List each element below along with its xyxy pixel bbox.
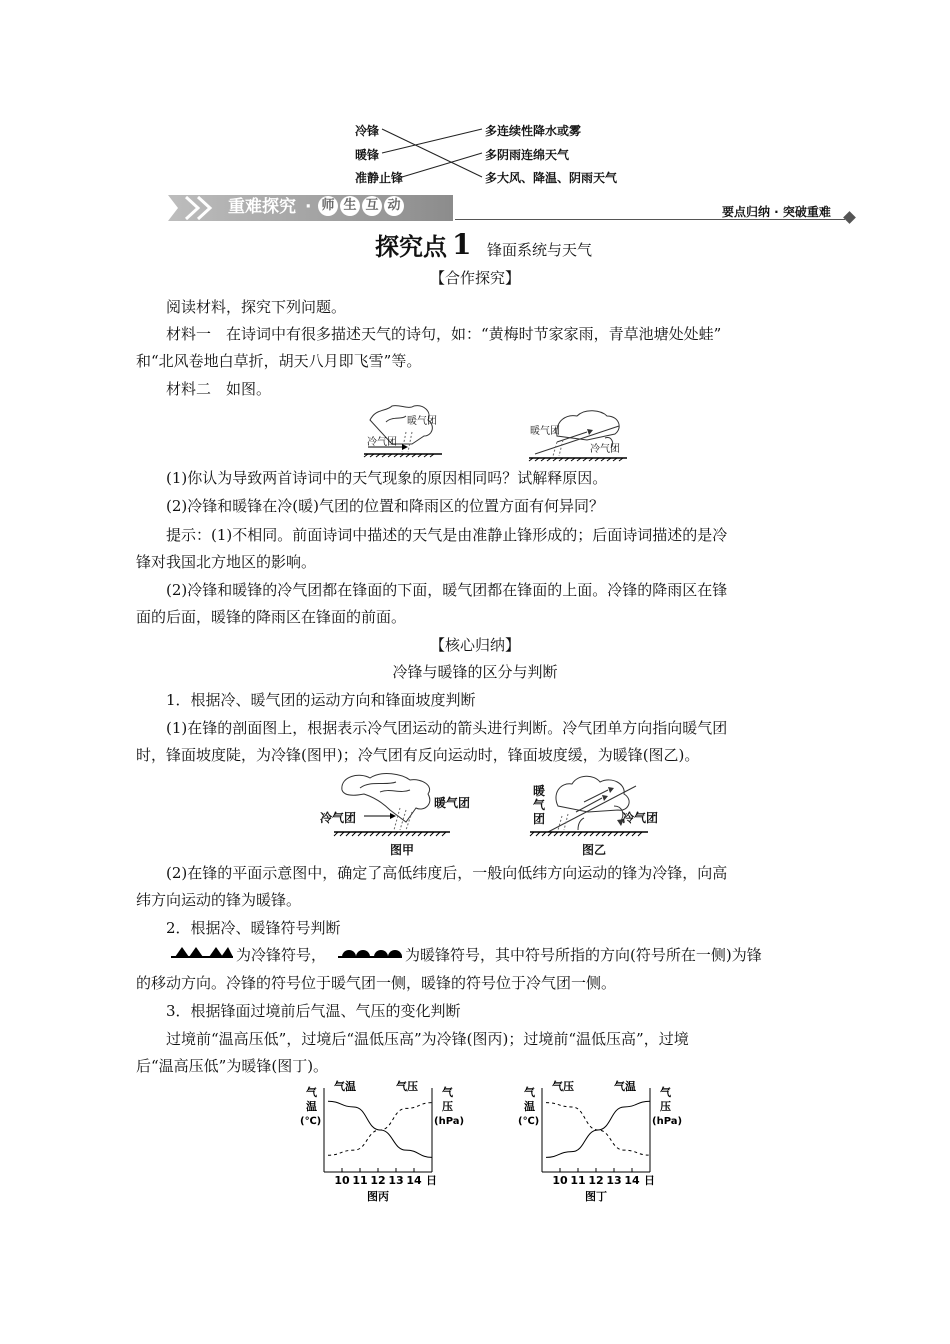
section-subtitle: 冷锋与暖锋的区分与判断 xyxy=(392,663,558,681)
match-lines xyxy=(380,120,490,190)
cold-front-symbol-icon xyxy=(171,944,235,960)
y-label-left: 气 xyxy=(524,1086,535,1099)
cold-front-small-figure xyxy=(362,402,462,462)
chart-caption: 图丁 xyxy=(585,1190,607,1203)
small-fig-warm-label: 暖气团 xyxy=(530,426,560,437)
y-label-right: (hPa) xyxy=(434,1116,465,1127)
series-label: 气压 xyxy=(396,1080,418,1093)
banner-char: 互 xyxy=(362,196,382,216)
question-2: (2)冷锋和暖锋在冷(暖)气团的位置和降雨区的位置方面有何异同？ xyxy=(166,497,604,515)
paragraph: 材料二 如图。 xyxy=(166,380,272,398)
x-tick-label: 13 xyxy=(388,1174,404,1187)
chart-ding-svg xyxy=(518,1080,698,1205)
fig-yi-warm-char: 团 xyxy=(533,812,546,826)
banner-title: 重难探究 xyxy=(228,197,296,217)
fig-jia-cold-label: 冷气团 xyxy=(320,811,357,825)
fig-yi-cold-label: 冷气团 xyxy=(622,811,659,825)
paragraph: (1)在锋的剖面图上，根据表示冷气团运动的箭头进行判断。冷气团单方向指向暖气团 xyxy=(166,719,728,737)
x-tick-label: 11 xyxy=(570,1174,586,1187)
banner-diamond-icon xyxy=(843,211,856,224)
x-tick-label: 12 xyxy=(588,1174,604,1187)
warm-front-figure-yi xyxy=(528,772,668,840)
paragraph: 阅读材料，探究下列问题。 xyxy=(166,298,347,316)
answer-1-line-2: 锋对我国北方地区的影响。 xyxy=(136,553,317,571)
y-label-right: 压 xyxy=(660,1100,671,1113)
y-label-right: (hPa) xyxy=(652,1116,683,1127)
series-line-temperature xyxy=(328,1101,432,1157)
fig-yi-warm-label xyxy=(533,784,545,826)
x-tick-label: 14 xyxy=(624,1174,640,1187)
x-unit-label: 日 xyxy=(426,1174,437,1187)
chart-bing xyxy=(300,1080,480,1205)
series-line-temperature xyxy=(546,1101,650,1157)
paragraph: 和“北风卷地白草折，胡天八月即飞雪”等。 xyxy=(136,352,422,370)
answer-2-line-1: (2)冷锋和暖锋的冷气团都在锋面的下面，暖气团都在锋面的上面。冷锋的降雨区在锋 xyxy=(166,581,728,599)
match-right-3: 多大风、降温、阴雨天气 xyxy=(485,171,618,185)
y-label-left: 温 xyxy=(306,1100,317,1113)
banner-dot: · xyxy=(305,197,312,217)
section-hezuo: 【合作探究】 xyxy=(429,269,520,287)
match-left-2: 暖锋 xyxy=(355,148,380,162)
section-hexin: 【核心归纳】 xyxy=(429,636,520,654)
x-tick-label: 13 xyxy=(606,1174,622,1187)
small-fig-warm-label: 暖气团 xyxy=(407,416,437,427)
paragraph: 时，锋面坡度陡，为冷锋(图甲)；冷气团有反向运动时，锋面坡度缓，为暖锋(图乙)。 xyxy=(136,746,700,764)
banner-char: 生 xyxy=(340,196,360,216)
paragraph: 材料一 在诗词中有很多描述天气的诗句，如：“黄梅时节家家雨，青草池塘处处蛙” xyxy=(166,325,722,343)
y-label-right: 压 xyxy=(442,1100,453,1113)
y-label-left: (℃) xyxy=(518,1116,540,1127)
banner-subtitle xyxy=(318,196,404,216)
question-1: (1)你认为导致两首诗词中的天气现象的原因相同吗？试解释原因。 xyxy=(166,469,608,487)
fig-jia-warm-label: 暖气团 xyxy=(434,796,471,810)
y-label-left: 温 xyxy=(524,1100,535,1113)
paragraph: 为暖锋符号，其中符号所指的方向(符号所在一侧)为锋 xyxy=(405,946,762,964)
chart-caption: 图丙 xyxy=(367,1190,389,1203)
fig-yi-warm-char: 暖 xyxy=(533,784,546,798)
paragraph: 纬方向运动的锋为暖锋。 xyxy=(136,891,302,909)
x-tick-label: 10 xyxy=(334,1174,350,1187)
rule-2-heading: 2．根据冷、暖锋符号判断 xyxy=(166,919,341,937)
match-right-1: 多连续性降水或雾 xyxy=(485,124,582,138)
banner-char: 师 xyxy=(318,196,338,216)
x-tick-label: 14 xyxy=(406,1174,422,1187)
banner-char: 动 xyxy=(384,196,404,216)
banner-background xyxy=(168,193,458,223)
x-unit-label: 日 xyxy=(644,1174,655,1187)
paragraph: (2)在锋的平面示意图中，确定了高低纬度后，一般向低纬方向运动的锋为冷锋，向高 xyxy=(166,864,728,882)
paragraph: 为冷锋符号， xyxy=(236,946,327,964)
fig-yi-caption: 图乙 xyxy=(582,843,607,857)
point-topic: 锋面系统与天气 xyxy=(487,241,593,259)
y-label-right: 气 xyxy=(660,1086,671,1099)
match-right-2: 多阴雨连绵天气 xyxy=(485,148,570,162)
match-left-3: 准静止锋 xyxy=(355,171,404,185)
chart-bing-svg xyxy=(300,1080,480,1205)
answer-1-line-1: 提示：(1)不相同。前面诗词中描述的天气是由准静止锋形成的；后面诗词描述的是冷 xyxy=(166,526,728,544)
x-tick-label: 12 xyxy=(370,1174,386,1187)
y-label-left: (℃) xyxy=(300,1116,322,1127)
banner-right-text: 要点归纳 · 突破重难 xyxy=(722,205,831,219)
small-fig-cold-label: 冷气团 xyxy=(367,437,397,448)
point-number: 1 xyxy=(452,228,472,261)
series-label: 气压 xyxy=(552,1080,574,1093)
fig-jia-caption: 图甲 xyxy=(390,843,415,857)
paragraph: 的移动方向。冷锋的符号位于暖气团一侧，暖锋的符号位于冷气团一侧。 xyxy=(136,974,617,992)
x-tick-label: 11 xyxy=(352,1174,368,1187)
paragraph: 过境前“温高压低”，过境后“温低压高”为冷锋(图丙)；过境前“温低压高”，过境 xyxy=(166,1030,689,1048)
y-label-right: 气 xyxy=(442,1086,453,1099)
series-label: 气温 xyxy=(334,1080,356,1093)
match-left-1: 冷锋 xyxy=(355,124,380,138)
x-tick-label: 10 xyxy=(552,1174,568,1187)
chart-ding xyxy=(518,1080,698,1205)
rule-3-heading: 3．根据锋面过境前后气温、气压的变化判断 xyxy=(166,1002,461,1020)
small-fig-cold-label: 冷气团 xyxy=(590,444,620,455)
rule-1-heading: 1．根据冷、暖气团的运动方向和锋面坡度判断 xyxy=(166,691,476,709)
series-line-pressure xyxy=(328,1103,432,1156)
fig-yi-warm-char: 气 xyxy=(533,798,546,812)
warm-front-symbol-icon xyxy=(338,944,404,960)
series-label: 气温 xyxy=(614,1080,636,1093)
series-line-pressure xyxy=(546,1103,650,1156)
paragraph: 后“温高压低”为暖锋(图丁)。 xyxy=(136,1057,329,1075)
answer-2-line-2: 面的后面，暖锋的降雨区在锋面的前面。 xyxy=(136,608,407,626)
y-label-left: 气 xyxy=(306,1086,317,1099)
point-label: 探究点 xyxy=(375,233,447,261)
